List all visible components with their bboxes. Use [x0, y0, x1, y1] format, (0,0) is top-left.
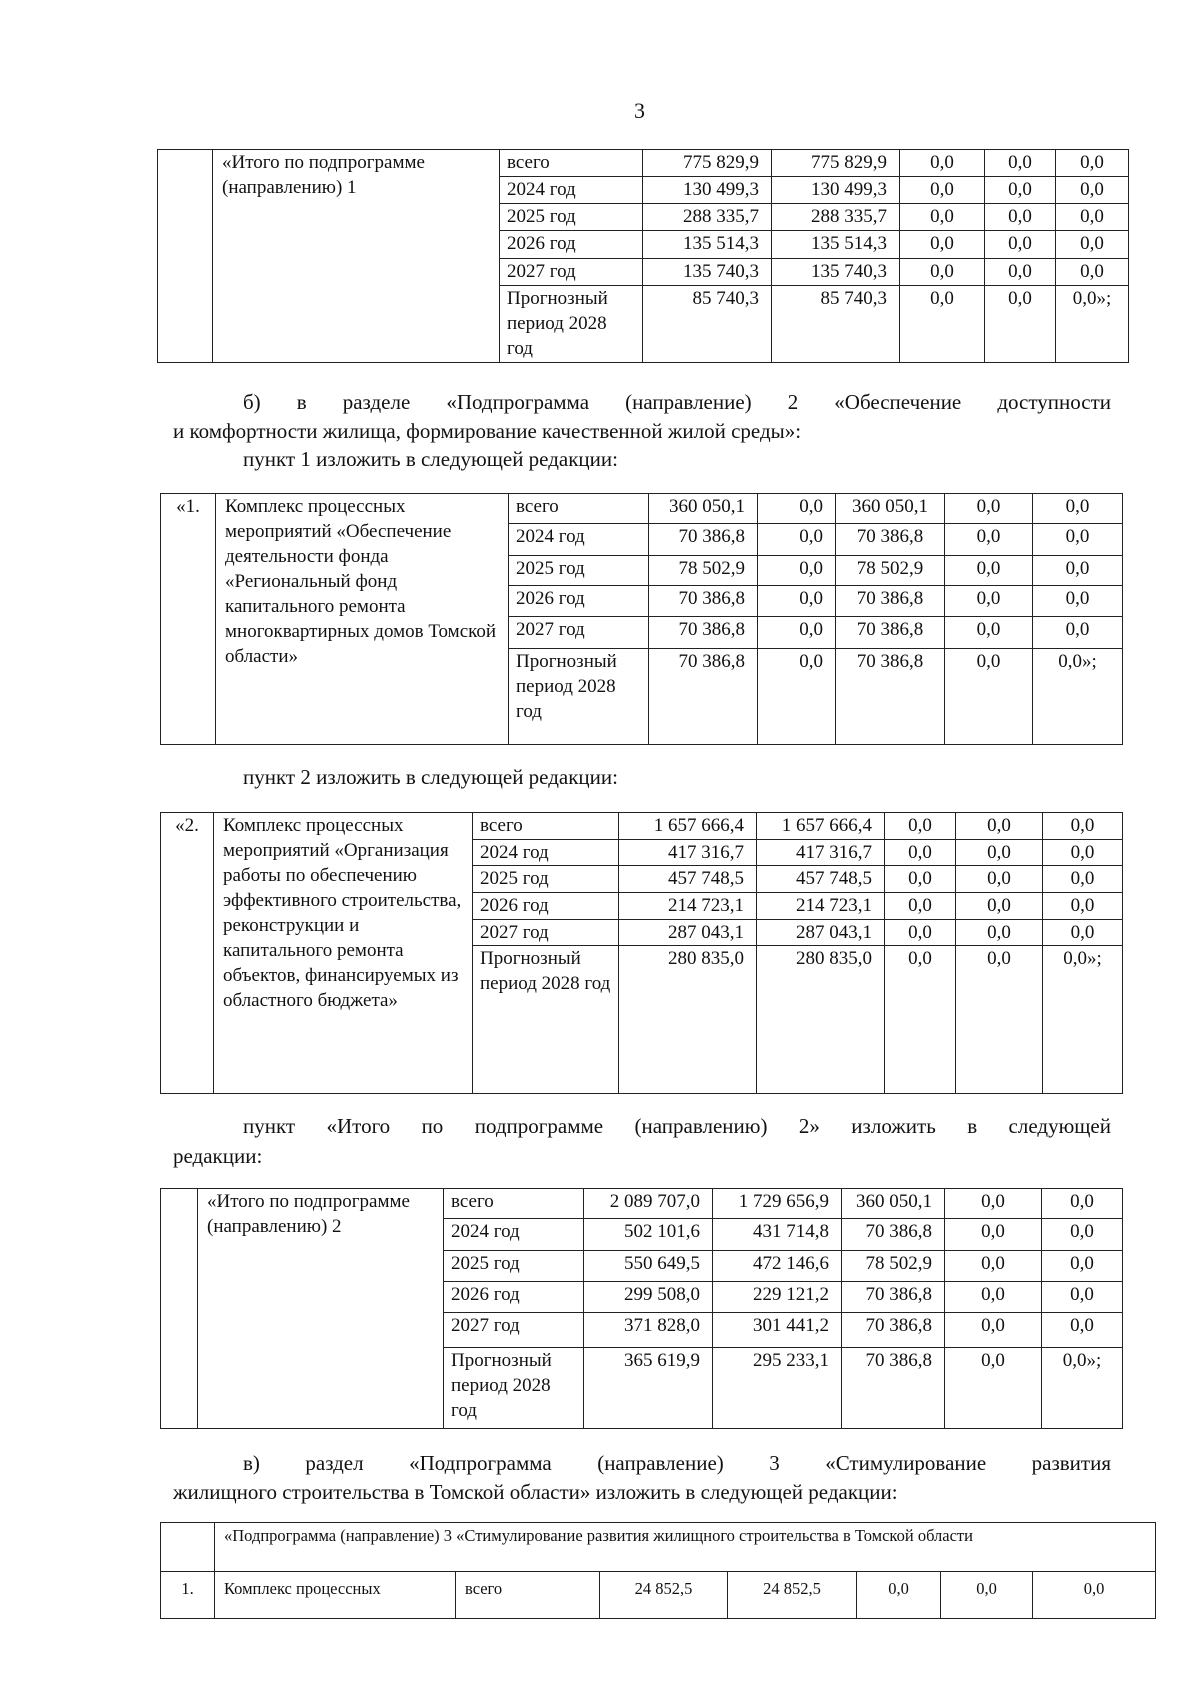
- value-cell: 0,0: [985, 259, 1056, 286]
- value-cell: 0,0: [900, 286, 985, 363]
- value-cell: 0,0»;: [1033, 649, 1123, 745]
- value-cell: 0,0: [857, 1572, 941, 1619]
- value-cell: 0,0: [945, 1282, 1042, 1313]
- period-cell: 2025 год: [444, 1251, 584, 1282]
- period-cell: 2024 год: [509, 524, 649, 556]
- paragraph-text: б) в разделе «Подпрограмма (направление) 2 «Обеспечение доступности: [243, 390, 1111, 414]
- value-cell: 0,0: [758, 494, 836, 524]
- period-cell: 2027 год: [473, 920, 619, 946]
- period-cell: всего: [456, 1572, 600, 1619]
- value-cell: 70 386,8: [842, 1313, 945, 1348]
- paragraph-itogo-line1: [173, 1112, 1111, 1141]
- value-cell: 2 089 707,0: [584, 1189, 713, 1219]
- value-cell: 0,0: [1033, 524, 1123, 556]
- value-cell: 0,0: [1043, 866, 1123, 893]
- value-cell: 431 714,8: [713, 1219, 842, 1251]
- value-cell: 70 386,8: [836, 649, 945, 745]
- period-cell: Прогнозный период 2028 год: [444, 1348, 584, 1429]
- paragraph-b-line3: пункт 1 изложить в следующей редакции:: [243, 447, 618, 471]
- value-cell: 229 121,2: [713, 1282, 842, 1313]
- value-cell: 70 386,8: [842, 1282, 945, 1313]
- value-cell: 85 740,3: [772, 286, 900, 363]
- table1-grid: [157, 149, 1129, 363]
- value-cell: 85 740,3: [643, 286, 772, 363]
- value-cell: 287 043,1: [757, 920, 885, 946]
- table4-grid: [160, 1188, 1123, 1429]
- row-number-cell: «2.: [161, 813, 214, 1094]
- table-row: [161, 1189, 1123, 1219]
- value-cell: 0,0: [956, 920, 1043, 946]
- value-cell: 0,0: [956, 840, 1043, 866]
- value-cell: 360 050,1: [836, 494, 945, 524]
- value-cell: 0,0: [1033, 494, 1123, 524]
- value-cell: 70 386,8: [649, 649, 758, 745]
- value-cell: 135 740,3: [643, 259, 772, 286]
- value-cell: 130 499,3: [643, 177, 772, 204]
- empty-cell: [161, 1523, 215, 1572]
- value-cell: 0,0»;: [1042, 1348, 1123, 1429]
- period-cell: 2024 год: [444, 1219, 584, 1251]
- value-cell: 0,0: [1033, 1572, 1156, 1619]
- value-cell: 0,0: [885, 946, 956, 1094]
- value-cell: 0,0: [945, 1313, 1042, 1348]
- value-cell: 0,0: [1056, 204, 1129, 231]
- value-cell: 0,0: [945, 617, 1033, 649]
- item-name-cell: Комплекс процессных: [215, 1572, 456, 1619]
- value-cell: 0,0: [1042, 1313, 1123, 1348]
- period-cell: 2026 год: [444, 1282, 584, 1313]
- value-cell: 0,0: [985, 286, 1056, 363]
- value-cell: 70 386,8: [836, 524, 945, 556]
- value-cell: 0,0: [945, 1348, 1042, 1429]
- period-cell: 2025 год: [500, 204, 643, 231]
- value-cell: 0,0: [1042, 1251, 1123, 1282]
- value-cell: 0,0: [985, 150, 1056, 177]
- value-cell: 295 233,1: [713, 1348, 842, 1429]
- value-cell: 550 649,5: [584, 1251, 713, 1282]
- value-cell: 0,0: [956, 813, 1043, 840]
- table-row: [161, 1572, 1156, 1619]
- value-cell: 0,0: [758, 586, 836, 617]
- value-cell: 70 386,8: [836, 617, 945, 649]
- period-cell: 2025 год: [473, 866, 619, 893]
- value-cell: 130 499,3: [772, 177, 900, 204]
- value-cell: 0,0: [985, 204, 1056, 231]
- value-cell: 371 828,0: [584, 1313, 713, 1348]
- period-cell: 2026 год: [500, 231, 643, 259]
- value-cell: 0,0: [758, 556, 836, 586]
- value-cell: 472 146,6: [713, 1251, 842, 1282]
- value-cell: 0,0: [900, 150, 985, 177]
- value-cell: 78 502,9: [649, 556, 758, 586]
- value-cell: 0,0: [885, 866, 956, 893]
- value-cell: 0,0: [945, 649, 1033, 745]
- paragraph-b-line2: и комфортности жилища, формирование качественной жилой среды»:: [173, 419, 802, 443]
- period-cell: 2027 год: [509, 617, 649, 649]
- row-number-cell: [158, 150, 213, 363]
- value-cell: 0,0»;: [1056, 286, 1129, 363]
- paragraph-itogo-line2: редакции:: [173, 1144, 263, 1168]
- period-cell: всего: [509, 494, 649, 524]
- value-cell: 24 852,5: [600, 1572, 728, 1619]
- value-cell: 0,0: [1043, 893, 1123, 920]
- value-cell: 0,0: [985, 231, 1056, 259]
- value-cell: 0,0: [758, 649, 836, 745]
- value-cell: 0,0: [985, 177, 1056, 204]
- value-cell: 0,0: [1043, 813, 1123, 840]
- value-cell: 457 748,5: [757, 866, 885, 893]
- value-cell: 0,0: [945, 1189, 1042, 1219]
- table-row: [161, 494, 1123, 524]
- value-cell: 0,0: [1056, 150, 1129, 177]
- value-cell: 0,0»;: [1043, 946, 1123, 1094]
- value-cell: 1 729 656,9: [713, 1189, 842, 1219]
- paragraph-item-2: пункт 2 изложить в следующей редакции:: [243, 765, 618, 789]
- period-cell: 2027 год: [500, 259, 643, 286]
- value-cell: 214 723,1: [757, 893, 885, 920]
- paragraph-b-line1: [173, 388, 1111, 417]
- value-cell: 0,0: [885, 920, 956, 946]
- value-cell: 0,0: [941, 1572, 1033, 1619]
- paragraph-text: в) раздел «Подпрограмма (направление) 3 «Стимулирование развития: [243, 1451, 1111, 1475]
- value-cell: 0,0: [1043, 840, 1123, 866]
- item-name-cell: Комплекс процессных мероприятий «Организация работы по обеспечению эффективного строительства, реконструкции и капитального ремонта объектов, финансируемых из областного бюджета»: [214, 813, 473, 1094]
- period-cell: Прогнозный период 2028 год: [509, 649, 649, 745]
- period-cell: 2026 год: [509, 586, 649, 617]
- value-cell: 0,0: [900, 259, 985, 286]
- page-number: 3: [634, 98, 645, 123]
- value-cell: 0,0: [945, 494, 1033, 524]
- period-cell: 2024 год: [500, 177, 643, 204]
- value-cell: 360 050,1: [649, 494, 758, 524]
- value-cell: 0,0: [1042, 1219, 1123, 1251]
- table-row: [158, 150, 1129, 177]
- value-cell: 135 514,3: [772, 231, 900, 259]
- value-cell: 135 740,3: [772, 259, 900, 286]
- value-cell: 288 335,7: [643, 204, 772, 231]
- value-cell: 0,0: [885, 813, 956, 840]
- value-cell: 70 386,8: [649, 617, 758, 649]
- row-number-cell: [161, 1189, 198, 1429]
- value-cell: 0,0: [945, 524, 1033, 556]
- value-cell: 70 386,8: [842, 1219, 945, 1251]
- value-cell: 0,0: [945, 1219, 1042, 1251]
- value-cell: 1 657 666,4: [619, 813, 757, 840]
- value-cell: 0,0: [900, 231, 985, 259]
- value-cell: 0,0: [1056, 231, 1129, 259]
- value-cell: 0,0: [956, 866, 1043, 893]
- period-cell: 2026 год: [473, 893, 619, 920]
- value-cell: 288 335,7: [772, 204, 900, 231]
- table2-grid: [160, 493, 1123, 745]
- value-cell: 502 101,6: [584, 1219, 713, 1251]
- table3-grid: [160, 812, 1123, 1094]
- value-cell: 0,0: [956, 893, 1043, 920]
- value-cell: 0,0: [945, 1251, 1042, 1282]
- value-cell: 0,0: [1042, 1189, 1123, 1219]
- value-cell: 70 386,8: [842, 1348, 945, 1429]
- value-cell: 0,0: [758, 617, 836, 649]
- paragraph-v-line2: жилищного строительства в Томской области» изложить в следующей редакции:: [173, 1480, 898, 1504]
- period-cell: всего: [444, 1189, 584, 1219]
- value-cell: 0,0: [945, 556, 1033, 586]
- value-cell: 457 748,5: [619, 866, 757, 893]
- value-cell: 280 835,0: [757, 946, 885, 1094]
- table-row: [161, 813, 1123, 840]
- value-cell: 287 043,1: [619, 920, 757, 946]
- value-cell: 0,0: [1056, 259, 1129, 286]
- table5-grid: [160, 1522, 1156, 1619]
- subprogram-header-cell: «Подпрограмма (направление) 3 «Стимулирование развития жилищного строительства в Томской области: [215, 1523, 1156, 1572]
- value-cell: 775 829,9: [772, 150, 900, 177]
- value-cell: 0,0: [885, 893, 956, 920]
- period-cell: 2027 год: [444, 1313, 584, 1348]
- value-cell: 280 835,0: [619, 946, 757, 1094]
- item-name-cell: Комплекс процессных мероприятий «Обеспечение деятельности фонда «Региональный фонд капитального ремонта многоквартирных домов Томской области»: [216, 494, 509, 745]
- paragraph-v-line1: [173, 1449, 1111, 1478]
- value-cell: 214 723,1: [619, 893, 757, 920]
- value-cell: 775 829,9: [643, 150, 772, 177]
- value-cell: 0,0: [945, 586, 1033, 617]
- value-cell: 0,0: [1056, 177, 1129, 204]
- value-cell: 70 386,8: [649, 524, 758, 556]
- value-cell: 417 316,7: [619, 840, 757, 866]
- value-cell: 0,0: [1042, 1282, 1123, 1313]
- value-cell: 360 050,1: [842, 1189, 945, 1219]
- value-cell: 24 852,5: [728, 1572, 857, 1619]
- value-cell: 0,0: [1033, 617, 1123, 649]
- value-cell: 0,0: [758, 524, 836, 556]
- value-cell: 135 514,3: [643, 231, 772, 259]
- item-name-cell: «Итого по подпрограмме (направлению) 2: [198, 1189, 444, 1429]
- value-cell: 301 441,2: [713, 1313, 842, 1348]
- value-cell: 0,0: [1043, 920, 1123, 946]
- period-cell: всего: [500, 150, 643, 177]
- value-cell: 70 386,8: [836, 586, 945, 617]
- row-number-cell: «1.: [161, 494, 216, 745]
- value-cell: 70 386,8: [649, 586, 758, 617]
- period-cell: 2025 год: [509, 556, 649, 586]
- value-cell: 0,0: [1033, 586, 1123, 617]
- period-cell: всего: [473, 813, 619, 840]
- value-cell: 78 502,9: [842, 1251, 945, 1282]
- period-cell: Прогнозный период 2028 год: [473, 946, 619, 1094]
- value-cell: 1 657 666,4: [757, 813, 885, 840]
- row-number-cell: 1.: [161, 1572, 215, 1619]
- value-cell: 0,0: [900, 204, 985, 231]
- item-name-cell: «Итого по подпрограмме (направлению) 1: [213, 150, 500, 363]
- value-cell: 0,0: [1033, 556, 1123, 586]
- period-cell: Прогнозный период 2028 год: [500, 286, 643, 363]
- paragraph-text: пункт «Итого по подпрограмме (направлению) 2» изложить в следующей: [243, 1114, 1111, 1138]
- value-cell: 0,0: [956, 946, 1043, 1094]
- value-cell: 0,0: [900, 177, 985, 204]
- value-cell: 299 508,0: [584, 1282, 713, 1313]
- value-cell: 365 619,9: [584, 1348, 713, 1429]
- table-header-row: [161, 1523, 1156, 1572]
- value-cell: 417 316,7: [757, 840, 885, 866]
- value-cell: 0,0: [885, 840, 956, 866]
- period-cell: 2024 год: [473, 840, 619, 866]
- value-cell: 78 502,9: [836, 556, 945, 586]
